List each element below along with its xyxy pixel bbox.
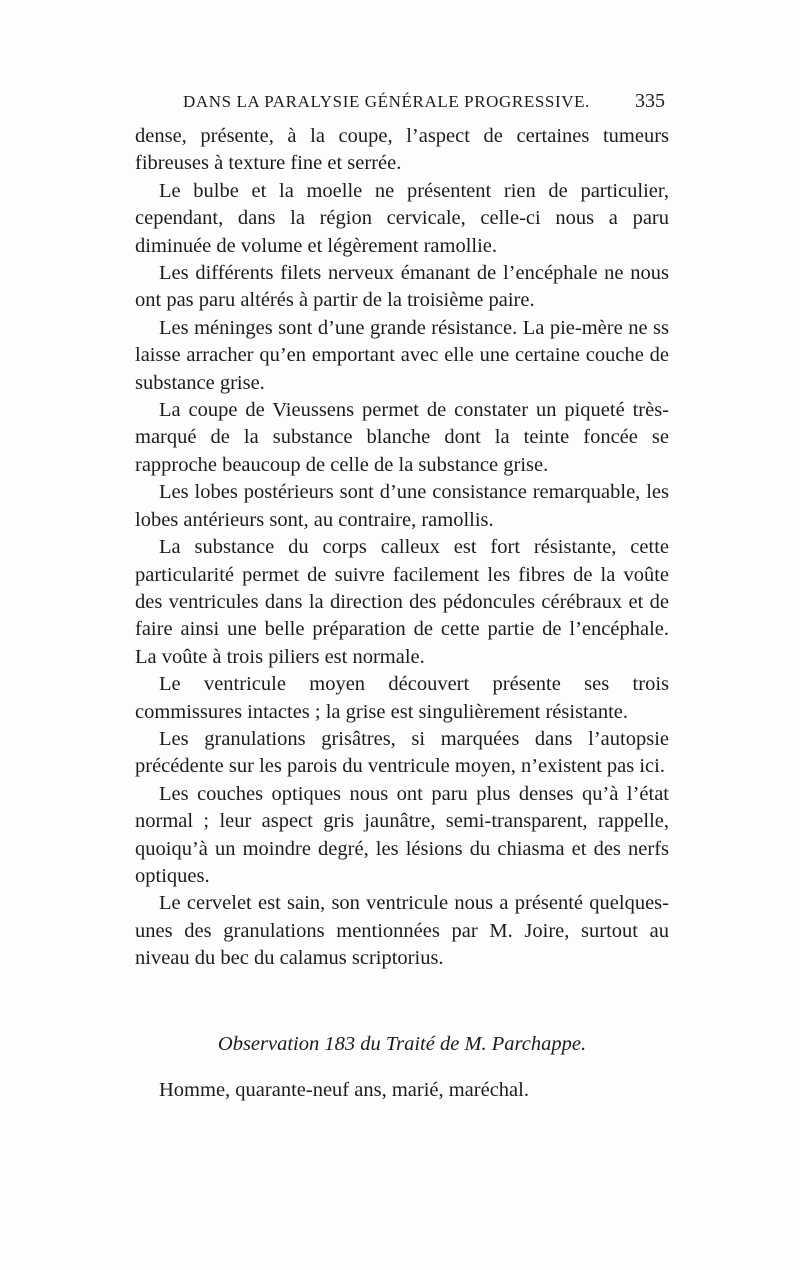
observation-intro: Homme, quarante-neuf ans, marié, maréchal. <box>159 1079 529 1101</box>
running-title: DANS LA PARALYSIE GÉNÉRALE PROGRESSIVE. <box>183 92 590 111</box>
paragraph: Les couches optiques nous ont paru plus denses qu’à l’état normal ; leur aspect gris jaunâtre, semi-transparent, rappelle, quoiqu’à un moindre degré, les lésions du chiasma et des nerfs optiques. <box>135 782 669 887</box>
paragraph: Le bulbe et la moelle ne présentent rien de particulier, cependant, dans la région cervicale, celle-ci nous a paru diminuée de volume et légèrement ramollie. <box>135 179 669 257</box>
paragraph: Les méninges sont d’une grande résistance. La pie-mère ne ss laisse arracher qu’en emportant avec elle une certaine couche de substance grise. <box>135 316 669 394</box>
paragraph: La substance du corps calleux est fort résistante, cette particularité permet de suivre facilement les fibres de la voûte des ventricules dans la direction des pédoncules cérébraux et de faire ainsi une belle préparation de cette partie de l’encéphale. La voûte à trois piliers est normale. <box>135 536 669 668</box>
paragraph: dense, présente, à la coupe, l’aspect de certaines tumeurs fibreuses à texture fine et serrée. <box>135 125 669 175</box>
paragraph: Les granulations grisâtres, si marquées dans l’autopsie précédente sur les parois du ventricule moyen, n’existent pas ici. <box>135 727 669 778</box>
observation-title: Observation 183 du Traité de M. Parchappe. <box>217 1033 587 1055</box>
paragraph: La coupe de Vieussens permet de constater un piqueté très-marqué de la substance blanche dont la teinte foncée se rapproche beaucoup de celle de la substance grise. <box>135 399 669 476</box>
page-number: 335 <box>635 90 665 112</box>
paragraph: Les lobes postérieurs sont d’une consistance remarquable, les lobes antérieurs sont, au contraire, ramollis. <box>135 481 669 531</box>
paragraph: Le ventricule moyen découvert présente ses trois commissures intactes ; la grise est singulièrement résistante. <box>135 673 669 723</box>
running-head <box>135 92 665 118</box>
paragraph: Le cervelet est sain, son ventricule nous a présenté quelques-unes des granulations mentionnées par M. Joire, surtout au niveau du bec du calamus scriptorius. <box>135 892 669 970</box>
body-text <box>135 123 669 973</box>
paragraph: Les différents filets nerveux émanant de l’encéphale ne nous ont pas paru altérés à partir de la troisième paire. <box>135 262 669 312</box>
